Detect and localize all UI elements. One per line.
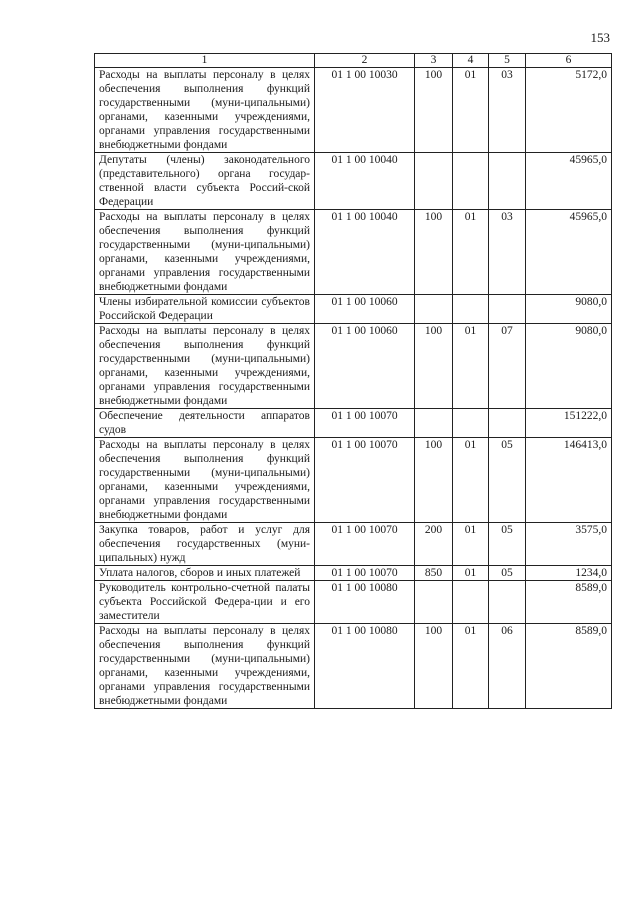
row-subsection-cell — [489, 581, 526, 624]
row-expense-type-cell: 100 — [415, 324, 453, 409]
row-subsection-cell: 03 — [489, 68, 526, 153]
row-code-cell: 01 1 00 10080 — [315, 581, 415, 624]
row-subsection-cell: 05 — [489, 566, 526, 581]
row-name-cell: Расходы на выплаты персоналу в целях обеспечения выполнения функций государственными (муни-ципальными) органами, казенными учреждениями, органами управления государственными внебюджетными фондами — [95, 324, 315, 409]
row-expense-type-cell: 200 — [415, 523, 453, 566]
table-row — [95, 523, 612, 566]
row-expense-type-cell — [415, 153, 453, 210]
row-amount-cell: 9080,0 — [526, 295, 612, 324]
row-amount-cell: 9080,0 — [526, 324, 612, 409]
row-name-cell: Уплата налогов, сборов и иных платежей — [95, 566, 315, 581]
row-expense-type-cell: 100 — [415, 438, 453, 523]
row-name-cell: Расходы на выплаты персоналу в целях обеспечения выполнения функций государственными (муни-ципальными) органами, казенными учреждениями, органами управления государственными внебюджетными фондами — [95, 624, 315, 709]
row-code-cell: 01 1 00 10040 — [315, 153, 415, 210]
col-header-amount: 6 — [526, 54, 612, 68]
table-row — [95, 409, 612, 438]
row-amount-cell: 5172,0 — [526, 68, 612, 153]
col-header-subsection: 5 — [489, 54, 526, 68]
row-subsection-cell: 07 — [489, 324, 526, 409]
row-section-cell — [453, 581, 489, 624]
row-section-cell: 01 — [453, 566, 489, 581]
row-amount-cell: 3575,0 — [526, 523, 612, 566]
row-subsection-cell: 06 — [489, 624, 526, 709]
row-code-cell: 01 1 00 10070 — [315, 409, 415, 438]
row-amount-cell: 146413,0 — [526, 438, 612, 523]
row-name-cell: Закупка товаров, работ и услуг для обеспечения государственных (муни-ципальных) нужд — [95, 523, 315, 566]
row-section-cell — [453, 409, 489, 438]
row-section-cell: 01 — [453, 68, 489, 153]
row-subsection-cell: 05 — [489, 438, 526, 523]
row-expense-type-cell: 100 — [415, 210, 453, 295]
row-subsection-cell: 05 — [489, 523, 526, 566]
row-section-cell: 01 — [453, 324, 489, 409]
row-section-cell: 01 — [453, 523, 489, 566]
row-subsection-cell — [489, 409, 526, 438]
col-header-expense-type: 3 — [415, 54, 453, 68]
row-name-cell: Расходы на выплаты персоналу в целях обеспечения выполнения функций государственными (муни-ципальными) органами, казенными учреждениями, органами управления государственными внебюджетными фондами — [95, 68, 315, 153]
row-expense-type-cell — [415, 409, 453, 438]
row-name-cell: Расходы на выплаты персоналу в целях обеспечения выполнения функций государственными (муни-ципальными) органами, казенными учреждениями, органами управления государственными внебюджетными фондами — [95, 210, 315, 295]
row-expense-type-cell: 850 — [415, 566, 453, 581]
col-header-name: 1 — [95, 54, 315, 68]
table-row — [95, 566, 612, 581]
row-code-cell: 01 1 00 10070 — [315, 566, 415, 581]
row-name-cell: Члены избирательной комиссии субъектов Российской Федерации — [95, 295, 315, 324]
col-header-section: 4 — [453, 54, 489, 68]
table-row — [95, 581, 612, 624]
budget-table — [94, 53, 612, 709]
table-row — [95, 324, 612, 409]
row-section-cell — [453, 153, 489, 210]
row-name-cell: Обеспечение деятельности аппаратов судов — [95, 409, 315, 438]
row-expense-type-cell — [415, 581, 453, 624]
row-name-cell: Руководитель контрольно-счетной палаты субъекта Российской Федера-ции и его заместители — [95, 581, 315, 624]
row-code-cell: 01 1 00 10060 — [315, 324, 415, 409]
page-number: 153 — [590, 30, 610, 45]
row-section-cell — [453, 295, 489, 324]
row-amount-cell: 8589,0 — [526, 581, 612, 624]
row-expense-type-cell: 100 — [415, 624, 453, 709]
row-amount-cell: 45965,0 — [526, 153, 612, 210]
row-amount-cell: 151222,0 — [526, 409, 612, 438]
row-code-cell: 01 1 00 10070 — [315, 438, 415, 523]
col-header-code: 2 — [315, 54, 415, 68]
table-row — [95, 624, 612, 709]
row-code-cell: 01 1 00 10060 — [315, 295, 415, 324]
row-subsection-cell: 03 — [489, 210, 526, 295]
header-row — [95, 54, 612, 68]
row-code-cell: 01 1 00 10030 — [315, 68, 415, 153]
row-code-cell: 01 1 00 10070 — [315, 523, 415, 566]
table-row — [95, 210, 612, 295]
row-name-cell: Депутаты (члены) законодательного (представительного) органа государ-ственной власти субъекта Россий-ской Федерации — [95, 153, 315, 210]
row-name-cell: Расходы на выплаты персоналу в целях обеспечения выполнения функций государственными (муни-ципальными) органами, казенными учреждениями, органами управления государственными внебюджетными фондами — [95, 438, 315, 523]
row-amount-cell: 8589,0 — [526, 624, 612, 709]
table-row — [95, 153, 612, 210]
row-code-cell: 01 1 00 10080 — [315, 624, 415, 709]
row-section-cell: 01 — [453, 210, 489, 295]
row-amount-cell: 1234,0 — [526, 566, 612, 581]
row-expense-type-cell: 100 — [415, 68, 453, 153]
table-row — [95, 68, 612, 153]
row-code-cell: 01 1 00 10040 — [315, 210, 415, 295]
table-row — [95, 295, 612, 324]
row-subsection-cell — [489, 295, 526, 324]
row-subsection-cell — [489, 153, 526, 210]
row-section-cell: 01 — [453, 438, 489, 523]
table-row — [95, 438, 612, 523]
row-amount-cell: 45965,0 — [526, 210, 612, 295]
row-section-cell: 01 — [453, 624, 489, 709]
row-expense-type-cell — [415, 295, 453, 324]
